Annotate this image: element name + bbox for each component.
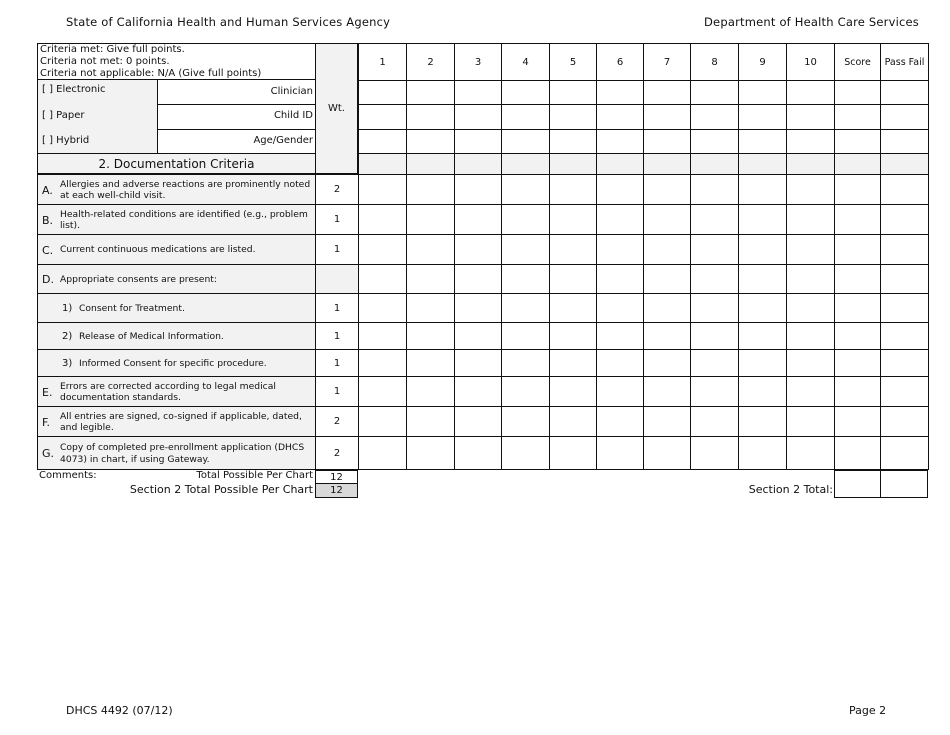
criteria-row xyxy=(37,204,928,234)
section-grid-cell xyxy=(643,153,691,175)
id-grid-cell[interactable] xyxy=(596,129,644,154)
score-cell[interactable] xyxy=(549,234,597,265)
id-grid-cell[interactable] xyxy=(738,129,787,154)
score-cell[interactable] xyxy=(406,204,455,235)
section-grid-cell xyxy=(549,153,597,175)
score-cell[interactable] xyxy=(834,406,881,437)
score-cell[interactable] xyxy=(880,293,929,323)
column-header-score: Score xyxy=(834,43,881,81)
score-cell[interactable] xyxy=(643,376,691,407)
agency-name: State of California Health and Human Services Agency xyxy=(66,15,391,29)
id-grid-cell[interactable] xyxy=(549,80,597,105)
score-cell[interactable] xyxy=(358,234,407,265)
score-cell[interactable] xyxy=(501,204,550,235)
score-cell[interactable] xyxy=(834,349,881,377)
score-cell[interactable] xyxy=(786,204,835,235)
id-grid-cell[interactable] xyxy=(880,129,929,154)
criteria-weight: 1 xyxy=(315,349,359,377)
score-cell[interactable] xyxy=(880,349,929,377)
id-grid-cell[interactable] xyxy=(454,104,502,130)
record-type-electronic[interactable]: [ ] Electronic xyxy=(42,84,106,95)
clinician-field[interactable]: Clinician xyxy=(158,80,316,105)
score-cell[interactable] xyxy=(406,174,455,205)
criteria-weight: 1 xyxy=(315,293,359,323)
score-cell[interactable] xyxy=(454,293,502,323)
id-grid-cell[interactable] xyxy=(643,129,691,154)
legend-met: Criteria met: Give full points. xyxy=(40,44,185,55)
score-cell[interactable] xyxy=(738,349,787,377)
legend-na: Criteria not applicable: N/A (Give full points) xyxy=(40,68,262,79)
section-grid-cell xyxy=(501,153,550,175)
section-total-possible-value: 12 xyxy=(315,483,358,498)
score-cell[interactable] xyxy=(738,264,787,294)
score-cell[interactable] xyxy=(690,174,739,205)
score-cell[interactable] xyxy=(834,293,881,323)
criteria-text: Release of Medical Information. xyxy=(79,330,224,342)
section-grid-cell xyxy=(406,153,455,175)
score-cell[interactable] xyxy=(834,436,881,470)
documentation-form xyxy=(37,43,928,498)
id-grid-cell[interactable] xyxy=(358,129,407,154)
score-cell[interactable] xyxy=(358,322,407,350)
section-title: 2. Documentation Criteria xyxy=(37,153,316,174)
score-cell[interactable] xyxy=(690,264,739,294)
score-cell[interactable] xyxy=(880,204,929,235)
section-grid-cell xyxy=(834,153,881,175)
id-grid-cell[interactable] xyxy=(406,80,455,105)
id-grid-cell[interactable] xyxy=(454,129,502,154)
criteria-row xyxy=(37,264,928,293)
score-cell[interactable] xyxy=(406,376,455,407)
criteria-letter: A. xyxy=(42,183,53,197)
score-cell[interactable] xyxy=(880,322,929,350)
section-total-label: Section 2 Total: xyxy=(748,483,833,496)
score-cell[interactable] xyxy=(786,174,835,205)
total-per-chart-value: 12 xyxy=(315,470,358,484)
section-total-passfail-box[interactable] xyxy=(880,470,928,498)
id-grid-cell[interactable] xyxy=(454,80,502,105)
score-cell[interactable] xyxy=(549,376,597,407)
column-header-2: 2 xyxy=(406,43,455,81)
score-cell[interactable] xyxy=(549,204,597,235)
score-cell[interactable] xyxy=(596,174,644,205)
column-header-6: 6 xyxy=(596,43,644,81)
score-cell[interactable] xyxy=(358,264,407,294)
criteria-label-cell xyxy=(37,322,316,350)
criteria-text: Health-related conditions are identified (e.g., problem list). xyxy=(60,208,308,231)
criteria-letter: E. xyxy=(42,385,53,399)
score-cell[interactable] xyxy=(549,264,597,294)
score-cell[interactable] xyxy=(643,174,691,205)
score-cell[interactable] xyxy=(454,234,502,265)
criteria-weight: 2 xyxy=(315,174,359,205)
score-cell[interactable] xyxy=(358,204,407,235)
score-cell[interactable] xyxy=(549,349,597,377)
score-cell[interactable] xyxy=(501,376,550,407)
id-fields xyxy=(158,80,316,153)
id-grid-cell[interactable] xyxy=(643,80,691,105)
record-type-block xyxy=(37,80,158,153)
id-grid-cell[interactable] xyxy=(690,104,739,130)
id-grid-cell[interactable] xyxy=(643,104,691,130)
criteria-label-cell xyxy=(37,376,316,407)
section-grid-cell xyxy=(596,153,644,175)
score-cell[interactable] xyxy=(643,234,691,265)
id-grid-cell[interactable] xyxy=(596,80,644,105)
criteria-text: Allergies and adverse reactions are prominently noted at each well-child visit. xyxy=(60,178,311,201)
score-cell[interactable] xyxy=(406,349,455,377)
score-cell[interactable] xyxy=(596,436,644,470)
score-cell[interactable] xyxy=(358,436,407,470)
section-grid-cell xyxy=(690,153,739,175)
criteria-label-cell xyxy=(37,264,316,294)
score-cell[interactable] xyxy=(786,349,835,377)
score-cell[interactable] xyxy=(406,436,455,470)
section-total-score-box[interactable] xyxy=(834,470,881,498)
id-grid-cell[interactable] xyxy=(738,104,787,130)
id-grid-cell[interactable] xyxy=(880,80,929,105)
id-grid-cell[interactable] xyxy=(690,129,739,154)
score-cell[interactable] xyxy=(738,436,787,470)
id-grid-cell[interactable] xyxy=(834,129,881,154)
score-cell[interactable] xyxy=(834,376,881,407)
section-grid-cell xyxy=(880,153,929,175)
score-cell[interactable] xyxy=(596,322,644,350)
score-cell[interactable] xyxy=(786,376,835,407)
column-header-9: 9 xyxy=(738,43,787,81)
score-cell[interactable] xyxy=(549,174,597,205)
score-cell[interactable] xyxy=(643,293,691,323)
score-cell[interactable] xyxy=(880,436,929,470)
id-grid-cell[interactable] xyxy=(786,129,835,154)
score-cell[interactable] xyxy=(549,436,597,470)
score-cell[interactable] xyxy=(738,204,787,235)
score-cell[interactable] xyxy=(786,264,835,294)
score-cell[interactable] xyxy=(786,293,835,323)
score-cell[interactable] xyxy=(834,264,881,294)
score-cell[interactable] xyxy=(643,436,691,470)
criteria-weight xyxy=(315,264,359,294)
record-type-hybrid[interactable]: [ ] Hybrid xyxy=(42,135,90,146)
child-id-field[interactable]: Child ID xyxy=(158,104,316,130)
total-per-chart-label: Total Possible Per Chart xyxy=(196,470,313,481)
criteria-text: Current continuous medications are listed. xyxy=(60,244,256,256)
column-header-3: 3 xyxy=(454,43,502,81)
criteria-weight: 1 xyxy=(315,376,359,407)
score-cell[interactable] xyxy=(690,293,739,323)
score-cell[interactable] xyxy=(549,406,597,437)
column-header-10: 10 xyxy=(786,43,835,81)
criteria-label-cell xyxy=(37,204,316,235)
score-cell[interactable] xyxy=(596,376,644,407)
score-cell[interactable] xyxy=(454,349,502,377)
score-cell[interactable] xyxy=(786,406,835,437)
score-cell[interactable] xyxy=(549,293,597,323)
id-grid-cell[interactable] xyxy=(501,80,550,105)
criteria-weight: 2 xyxy=(315,436,359,470)
score-cell[interactable] xyxy=(738,174,787,205)
criteria-weight: 1 xyxy=(315,234,359,265)
record-type-paper[interactable]: [ ] Paper xyxy=(42,110,85,121)
id-grid-cell[interactable] xyxy=(501,129,550,154)
id-grid-cell[interactable] xyxy=(358,104,407,130)
section-total-possible-label: Section 2 Total Possible Per Chart xyxy=(129,483,313,496)
score-cell[interactable] xyxy=(454,264,502,294)
score-cell[interactable] xyxy=(358,174,407,205)
score-cell[interactable] xyxy=(358,293,407,323)
score-cell[interactable] xyxy=(643,264,691,294)
score-cell[interactable] xyxy=(454,322,502,350)
column-header-4: 4 xyxy=(501,43,550,81)
id-grid-cell[interactable] xyxy=(501,104,550,130)
score-cell[interactable] xyxy=(501,264,550,294)
score-cell[interactable] xyxy=(690,406,739,437)
criteria-text: Informed Consent for specific procedure. xyxy=(79,357,267,369)
score-cell[interactable] xyxy=(596,349,644,377)
score-cell[interactable] xyxy=(738,322,787,350)
criteria-label-cell xyxy=(37,436,316,470)
section-grid-cell xyxy=(454,153,502,175)
form-id: DHCS 4492 (07/12) xyxy=(66,704,173,717)
criteria-row xyxy=(37,436,928,469)
criteria-letter: F. xyxy=(42,415,51,429)
score-cell[interactable] xyxy=(786,322,835,350)
id-grid-cell[interactable] xyxy=(738,80,787,105)
section-grid-cell xyxy=(738,153,787,175)
id-grid-cell[interactable] xyxy=(690,80,739,105)
score-cell[interactable] xyxy=(406,293,455,323)
score-cell[interactable] xyxy=(596,293,644,323)
score-cell[interactable] xyxy=(501,436,550,470)
score-cell[interactable] xyxy=(880,406,929,437)
criteria-label-cell xyxy=(37,293,316,323)
score-cell[interactable] xyxy=(786,436,835,470)
criteria-text: Copy of completed pre-enrollment application (DHCS 4073) in chart, if using Gateway. xyxy=(60,442,305,465)
score-cell[interactable] xyxy=(501,322,550,350)
score-cell[interactable] xyxy=(454,174,502,205)
score-cell[interactable] xyxy=(501,174,550,205)
criteria-text: Appropriate consents are present: xyxy=(60,273,217,285)
score-cell[interactable] xyxy=(501,234,550,265)
age-gender-field[interactable]: Age/Gender xyxy=(158,129,316,154)
criteria-label-cell xyxy=(37,349,316,377)
score-cell[interactable] xyxy=(786,234,835,265)
id-grid-cell[interactable] xyxy=(834,104,881,130)
criteria-weight: 2 xyxy=(315,406,359,437)
department-name: Department of Health Care Services xyxy=(704,15,919,29)
id-grid-cell[interactable] xyxy=(549,104,597,130)
score-cell[interactable] xyxy=(596,234,644,265)
score-cell[interactable] xyxy=(880,264,929,294)
id-grid-cell[interactable] xyxy=(406,129,455,154)
id-grid-cell[interactable] xyxy=(880,104,929,130)
criteria-row xyxy=(37,349,928,376)
column-header-7: 7 xyxy=(643,43,691,81)
page-number: Page 2 xyxy=(849,704,887,717)
score-cell[interactable] xyxy=(690,322,739,350)
score-cell[interactable] xyxy=(690,204,739,235)
criteria-label-cell xyxy=(37,406,316,437)
criteria-letter: G. xyxy=(42,447,55,460)
weight-column-header: Wt. xyxy=(315,43,358,174)
score-cell[interactable] xyxy=(454,406,502,437)
score-cell[interactable] xyxy=(738,406,787,437)
score-cell[interactable] xyxy=(738,234,787,265)
id-grid-cell[interactable] xyxy=(549,129,597,154)
score-cell[interactable] xyxy=(358,406,407,437)
score-cell[interactable] xyxy=(406,322,455,350)
criteria-weight: 1 xyxy=(315,204,359,235)
criteria-label-cell xyxy=(37,174,316,205)
criteria-weight: 1 xyxy=(315,322,359,350)
column-header-8: 8 xyxy=(690,43,739,81)
score-cell[interactable] xyxy=(690,376,739,407)
criteria-text: Errors are corrected according to legal medical documentation standards. xyxy=(60,380,276,403)
comments-label: Comments: xyxy=(39,470,97,481)
id-grid-cell[interactable] xyxy=(358,80,407,105)
criteria-text: All entries are signed, co-signed if applicable, dated, and legible. xyxy=(60,410,302,433)
criteria-letter: 2) xyxy=(62,331,73,342)
score-cell[interactable] xyxy=(643,349,691,377)
criteria-row xyxy=(37,174,928,204)
section-grid-cell xyxy=(358,153,407,175)
criteria-row xyxy=(37,293,928,322)
score-cell[interactable] xyxy=(880,376,929,407)
score-cell[interactable] xyxy=(406,406,455,437)
score-cell[interactable] xyxy=(454,204,502,235)
score-cell[interactable] xyxy=(738,293,787,323)
criteria-row xyxy=(37,376,928,406)
column-header-5: 5 xyxy=(549,43,597,81)
score-cell[interactable] xyxy=(880,174,929,205)
score-cell[interactable] xyxy=(596,204,644,235)
id-grid-cell[interactable] xyxy=(596,104,644,130)
score-cell[interactable] xyxy=(596,406,644,437)
score-cell[interactable] xyxy=(690,436,739,470)
score-cell[interactable] xyxy=(643,322,691,350)
score-cell[interactable] xyxy=(690,349,739,377)
column-header-1: 1 xyxy=(358,43,407,81)
score-cell[interactable] xyxy=(690,234,739,265)
criteria-text: Consent for Treatment. xyxy=(79,302,185,314)
score-cell[interactable] xyxy=(454,436,502,470)
criteria-label-cell xyxy=(37,234,316,265)
criteria-row xyxy=(37,234,928,264)
criteria-letter: 1) xyxy=(62,303,73,314)
score-cell[interactable] xyxy=(834,322,881,350)
id-grid-cell[interactable] xyxy=(786,80,835,105)
score-cell[interactable] xyxy=(834,204,881,235)
score-cell[interactable] xyxy=(834,234,881,265)
score-cell[interactable] xyxy=(596,264,644,294)
column-header-pass-fail: Pass Fail xyxy=(880,43,929,81)
id-grid-cell[interactable] xyxy=(834,80,881,105)
score-cell[interactable] xyxy=(501,349,550,377)
score-cell[interactable] xyxy=(643,204,691,235)
criteria-row xyxy=(37,322,928,349)
criteria-letter: 3) xyxy=(62,358,73,369)
score-cell[interactable] xyxy=(406,264,455,294)
score-cell[interactable] xyxy=(454,376,502,407)
criteria-legend xyxy=(37,43,316,80)
id-grid-cell[interactable] xyxy=(406,104,455,130)
score-cell[interactable] xyxy=(358,349,407,377)
score-cell[interactable] xyxy=(643,406,691,437)
criteria-letter: C. xyxy=(42,243,54,257)
score-cell[interactable] xyxy=(358,376,407,407)
score-cell[interactable] xyxy=(501,293,550,323)
score-cell[interactable] xyxy=(549,322,597,350)
criteria-letter: D. xyxy=(42,273,54,286)
score-cell[interactable] xyxy=(501,406,550,437)
id-grid-cell[interactable] xyxy=(786,104,835,130)
legend-not-met: Criteria not met: 0 points. xyxy=(40,56,170,67)
score-cell[interactable] xyxy=(738,376,787,407)
criteria-row xyxy=(37,406,928,436)
section-grid-cell xyxy=(786,153,835,175)
score-cell[interactable] xyxy=(880,234,929,265)
criteria-letter: B. xyxy=(42,213,54,227)
score-cell[interactable] xyxy=(834,174,881,205)
score-cell[interactable] xyxy=(406,234,455,265)
